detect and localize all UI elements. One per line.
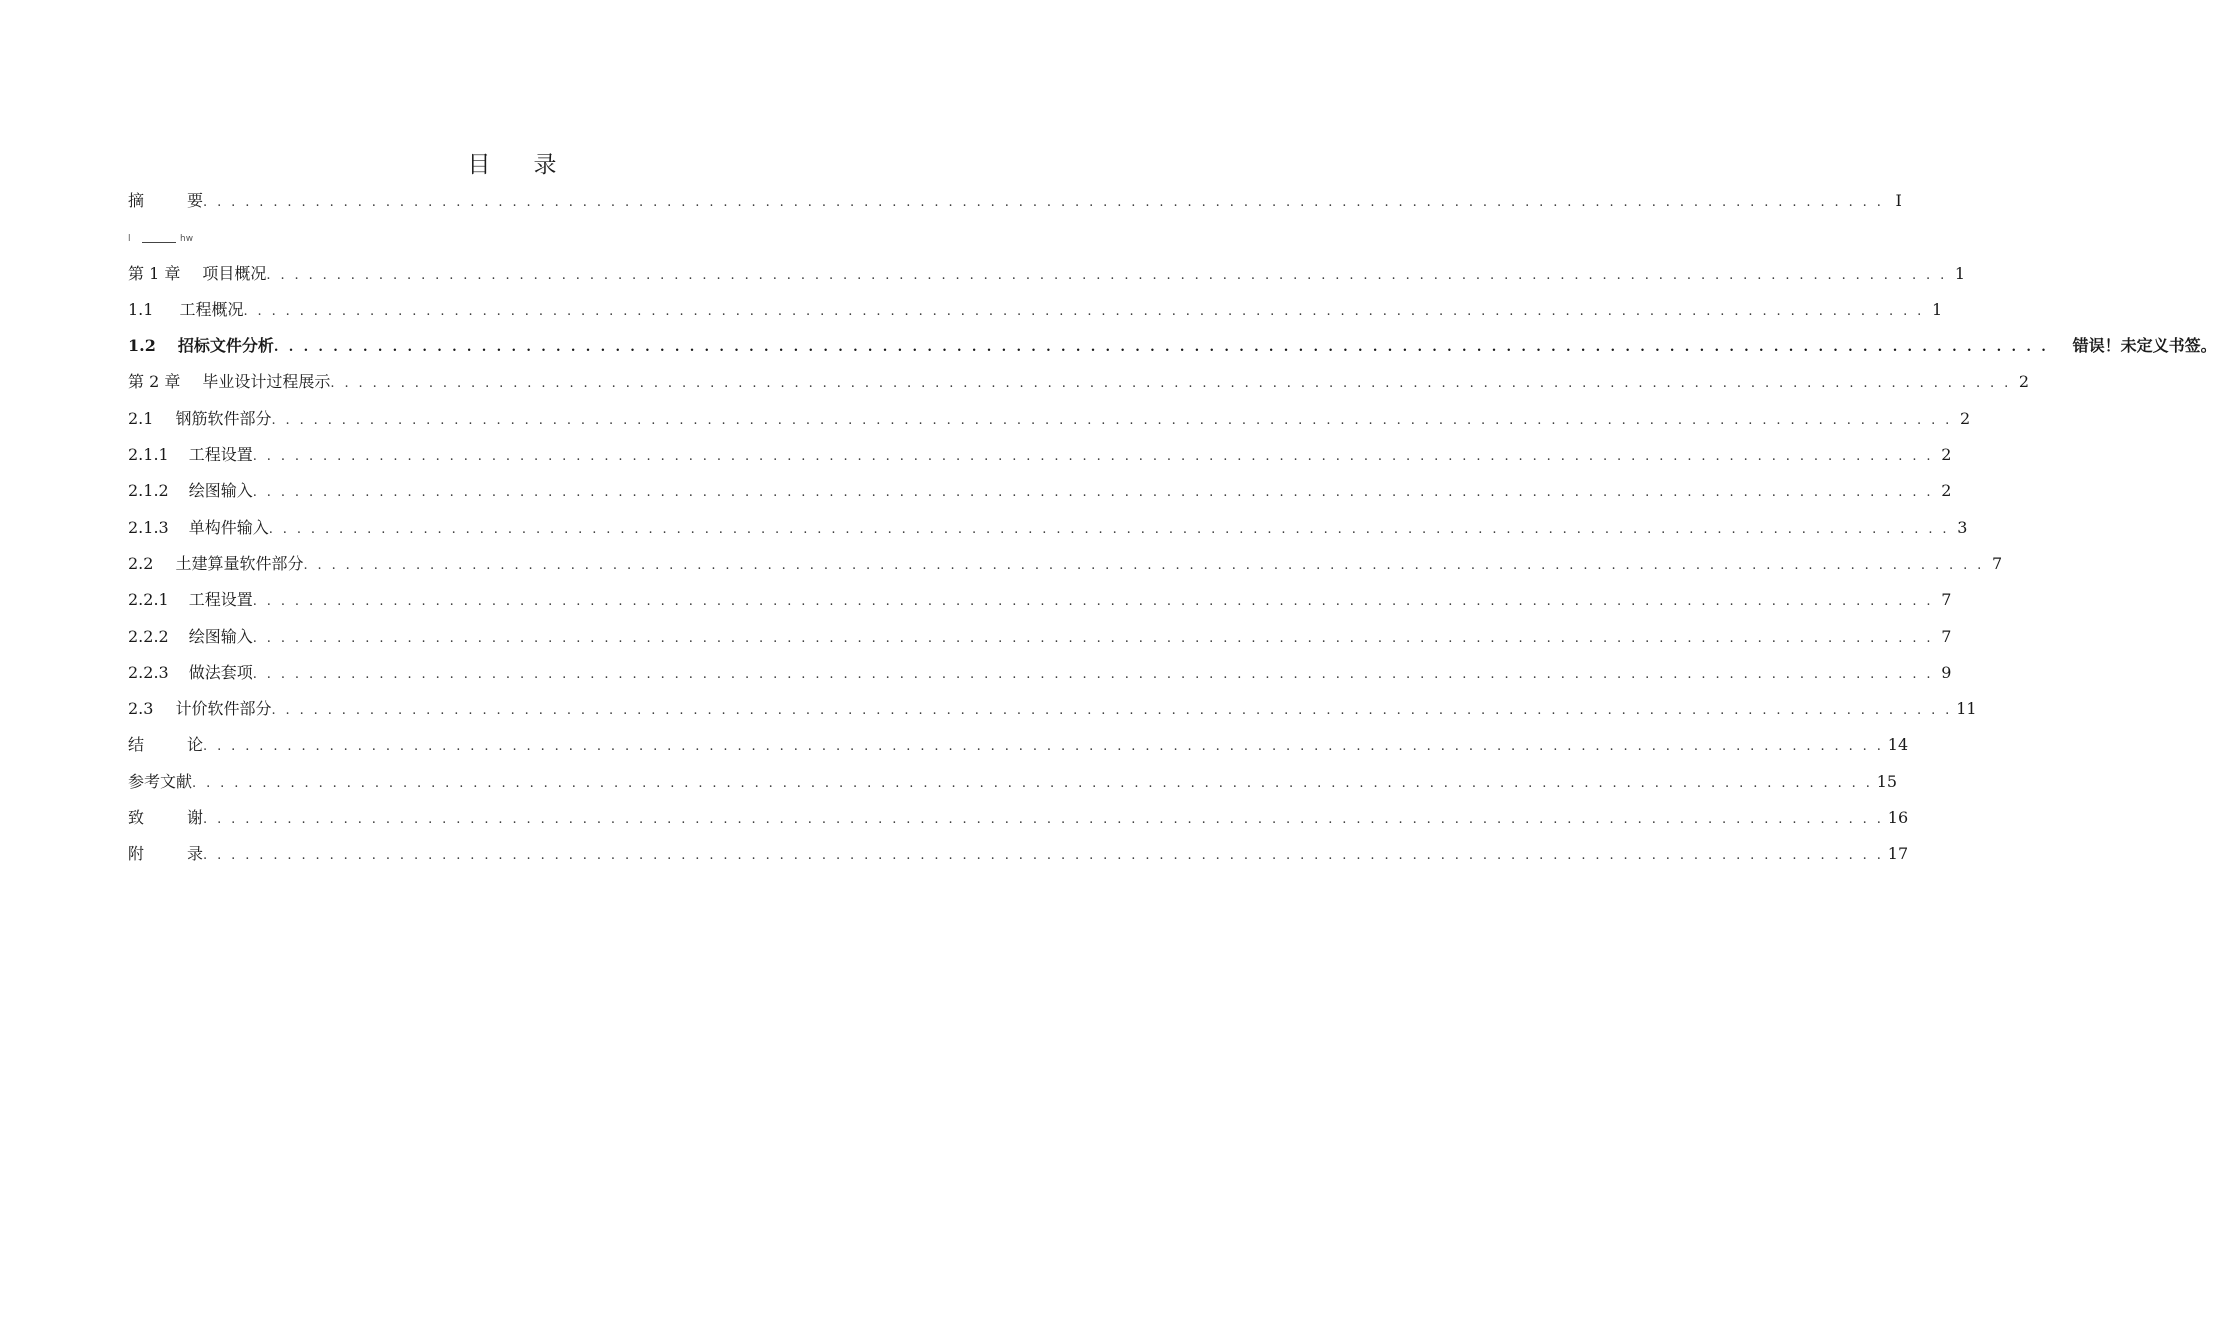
toc-entry[interactable] — [128, 769, 1898, 805]
toc-entry[interactable] — [128, 587, 1952, 623]
toc-entry-title: 计价软件部分 — [175, 699, 272, 719]
toc-entry-title: 钢筋软件部分 — [175, 408, 272, 428]
toc-entry-title: 致 谢 — [128, 808, 204, 828]
toc-entry-number: 2.1.2 — [128, 481, 169, 501]
toc-entry[interactable] — [128, 515, 1968, 551]
toc-entry-page: 2 — [1941, 481, 1952, 501]
dot-leader: . . . . . . . . . . . . . . . . . . . . . . . . . . . . . . . . . . . . . . . . . . . . . . . . . . . . . . . . . . . . . . . . . . . . . . . . . . . . . . . . . . . . . . . . . . . . . . . . . . . . . . . . . . . . . . . . . . . . . . . . — [243, 303, 1925, 319]
toc-entry-title: 参考文献 — [128, 771, 193, 791]
dot-leader: . . . . . . . . . . . . . . . . . . . . . . . . . . . . . . . . . . . . . . . . . . . . . . . . . . . . . . . . . . . . . . . . . . . . . . . . . . . . . . . . . . . . . . . . . . . . . . . . . . . . . . . . . . . . . . . . . . . . . . . . — [252, 630, 1934, 646]
toc-entry-title: 摘 要 — [128, 191, 204, 210]
toc-entry-title: 绘图输入 — [188, 481, 253, 501]
toc-entry-number: 第 1 章 — [128, 263, 181, 283]
toc-entry-title: 土建算量软件部分 — [175, 553, 304, 573]
toc-entry-page: 1 — [1932, 299, 1943, 319]
toc-entry-page: 3 — [1957, 517, 1968, 537]
dot-leader: . . . . . . . . . . . . . . . . . . . . . . . . . . . . . . . . . . . . . . . . . . . . . . . . . . . . . . . . . . . . . . . . . . . . . . . . . . . . . . . . . . . . . . . . . . . . . . . . . . . . . . . . . . . . . . . . . . . . . . . . — [252, 449, 1934, 465]
table-of-contents — [128, 188, 2217, 878]
toc-entry[interactable] — [128, 442, 1952, 478]
toc-entry[interactable] — [128, 805, 1909, 841]
toc-entry[interactable] — [128, 624, 1952, 660]
toc-entry[interactable] — [128, 660, 1952, 696]
toc-entry-number: 1.2 — [128, 336, 156, 356]
toc-entry[interactable] — [128, 696, 1977, 732]
toc-entry-page: 7 — [1992, 553, 2003, 573]
toc-entry-title: 做法套项 — [188, 662, 253, 682]
toc-entry-page: I — [1895, 191, 1902, 210]
dot-leader: . . . . . . . . . . . . . . . . . . . . . . . . . . . . . . . . . . . . . . . . . . . . . . . . . . . . . . . . . . . . . . . . . . . . . . . . . . . . . . . . . . . . . . . . . . . . . . . . . . . . . . . . . . . . . . . . . . . . . . . . — [268, 521, 1950, 537]
toc-entry-page: 1 — [1954, 263, 1966, 283]
dot-leader: . . . . . . . . . . . . . . . . . . . . . . . . . . . . . . . . . . . . . . . . . . . . . . . . . . . . . . . . . . . . . . . . . . . . . . . . . . . . . . . . . . . . . . . . . . . . . . . . . . . . . . . . . . . . . . . . . . . . . . . . — [273, 340, 2049, 356]
toc-entry-page: 错误！未定义书签。 — [2072, 336, 2217, 356]
toc-entry[interactable] — [128, 188, 1902, 224]
toc-entry-page: 7 — [1941, 626, 1952, 646]
toc-entry-number: 2.3 — [128, 699, 154, 719]
toc-entry-page: 2 — [1960, 408, 1971, 428]
dot-leader: . . . . . . . . . . . . . . . . . . . . . . . . . . . . . . . . . . . . . . . . . . . . . . . . . . . . . . . . . . . . . . . . . . . . . . . . . . . . . . . . . . . . . . . . . . . . . . . . . . . . . . . . . . . . . . . . . . . . . . . . — [252, 594, 1934, 610]
toc-entry-title: 项目概况 — [202, 263, 267, 283]
toc-entry-page: 2 — [1941, 445, 1952, 465]
dot-leader: . . . . . . . . . . . . . . . . . . . . . . . . . . . . . . . . . . . . . . . . . . . . . . . . . . . . . . . . . . . . . . . . . . . . . . . . . . . . . . . . . . . . . . . . . . . . . . . . . . . . . . . . . . . . . . . . . . . . . . . . — [203, 195, 1884, 210]
toc-entry-page: 2 — [2018, 372, 2030, 392]
dot-leader: . . . . . . . . . . . . . . . . . . . . . . . . . . . . . . . . . . . . . . . . . . . . . . . . . . . . . . . . . . . . . . . . . . . . . . . . . . . . . . . . . . . . . . . . . . . . . . . . . . . . . . . . . . . . . . . . . . . . . . . . — [303, 557, 1985, 573]
toc-entry[interactable] — [128, 261, 1966, 297]
toc-entry-number: 2.1 — [128, 408, 154, 428]
toc-entry-number: 2.1.3 — [128, 517, 169, 537]
toc-entry-title: 毕业设计过程展示 — [202, 372, 331, 392]
toc-entry-number: 2.1.1 — [128, 445, 169, 465]
dot-leader: . . . . . . . . . . . . . . . . . . . . . . . . . . . . . . . . . . . . . . . . . . . . . . . . . . . . . . . . . . . . . . . . . . . . . . . . . . . . . . . . . . . . . . . . . . . . . . . . . . . . . . . . . . . . . . . . . . . . . . . . — [203, 739, 1884, 755]
toc-entry[interactable] — [128, 333, 2217, 369]
page-title: 目 录 — [467, 152, 567, 178]
toc-entry-number: 2.2.2 — [128, 626, 169, 646]
dot-leader: . . . . . . . . . . . . . . . . . . . . . . . . . . . . . . . . . . . . . . . . . . . . . . . . . . . . . . . . . . . . . . . . . . . . . . . . . . . . . . . . . . . . . . . . . . . . . . . . . . . . . . . . . . . . . . . . . . . . . . . . — [266, 267, 1948, 283]
toc-entry-number: 1.1 — [128, 299, 154, 319]
dot-leader: . . . . . . . . . . . . . . . . . . . . . . . . . . . . . . . . . . . . . . . . . . . . . . . . . . . . . . . . . . . . . . . . . . . . . . . . . . . . . . . . . . . . . . . . . . . . . . . . . . . . . . . . . . . . . . . . . . . . . . . . — [203, 848, 1884, 864]
toc-entry-number: 2.2.1 — [128, 590, 169, 610]
toc-entry-title: 结 论 — [128, 735, 204, 755]
toc-entry-title: 工程设置 — [188, 445, 253, 465]
dot-leader: . . . . . . . . . . . . . . . . . . . . . . . . . . . . . . . . . . . . . . . . . . . . . . . . . . . . . . . . . . . . . . . . . . . . . . . . . . . . . . . . . . . . . . . . . . . . . . . . . . . . . . . . . . . . . . . . . . . . . . . . — [271, 703, 1953, 719]
toc-entry-title: 工程概况 — [179, 299, 244, 319]
toc-entry-title: 单构件输入 — [188, 517, 269, 537]
toc-entry-number: 2.2 — [128, 553, 154, 573]
dot-leader: . . . . . . . . . . . . . . . . . . . . . . . . . . . . . . . . . . . . . . . . . . . . . . . . . . . . . . . . . . . . . . . . . . . . . . . . . . . . . . . . . . . . . . . . . . . . . . . . . . . . . . . . . . . . . . . . . . . . . . . . — [252, 485, 1934, 501]
toc-entry-number: 2.2.3 — [128, 662, 169, 682]
toc-entry[interactable] — [128, 406, 1971, 442]
toc-entry-page: 7 — [1941, 590, 1952, 610]
toc-entry-page: 17 — [1887, 844, 1909, 864]
toc-entry-page: 16 — [1887, 808, 1909, 828]
toc-entry[interactable] — [128, 551, 2003, 587]
toc-entry-number: 第 2 章 — [128, 372, 181, 392]
toc-entry[interactable] — [128, 297, 1943, 333]
dot-leader: . . . . . . . . . . . . . . . . . . . . . . . . . . . . . . . . . . . . . . . . . . . . . . . . . . . . . . . . . . . . . . . . . . . . . . . . . . . . . . . . . . . . . . . . . . . . . . . . . . . . . . . . . . . . . . . . . . . . . . . . — [203, 812, 1884, 828]
toc-entry-page: 11 — [1956, 699, 1977, 719]
toc-entry-page: 14 — [1887, 735, 1909, 755]
toc-entry[interactable] — [128, 369, 2030, 405]
toc-entry[interactable] — [128, 732, 1909, 768]
toc-entry-title: 招标文件分析 — [177, 336, 274, 356]
dot-leader: . . . . . . . . . . . . . . . . . . . . . . . . . . . . . . . . . . . . . . . . . . . . . . . . . . . . . . . . . . . . . . . . . . . . . . . . . . . . . . . . . . . . . . . . . . . . . . . . . . . . . . . . . . . . . . . . . . . . . . . . — [252, 666, 1934, 682]
dot-leader: . . . . . . . . . . . . . . . . . . . . . . . . . . . . . . . . . . . . . . . . . . . . . . . . . . . . . . . . . . . . . . . . . . . . . . . . . . . . . . . . . . . . . . . . . . . . . . . . . . . . . . . . . . . . . . . . . . . . . . . . — [192, 775, 1873, 791]
toc-entry[interactable] — [128, 841, 1909, 877]
toc-entry-title: 附 录 — [128, 844, 204, 864]
toc-entry[interactable] — [128, 478, 1952, 514]
toc-entry-title: 工程设置 — [188, 590, 253, 610]
broken-field-artifact: l hw — [128, 234, 194, 245]
toc-entry-title: 绘图输入 — [188, 626, 253, 646]
dot-leader: . . . . . . . . . . . . . . . . . . . . . . . . . . . . . . . . . . . . . . . . . . . . . . . . . . . . . . . . . . . . . . . . . . . . . . . . . . . . . . . . . . . . . . . . . . . . . . . . . . . . . . . . . . . . . . . . . . . . . . . . — [271, 412, 1953, 428]
dot-leader: . . . . . . . . . . . . . . . . . . . . . . . . . . . . . . . . . . . . . . . . . . . . . . . . . . . . . . . . . . . . . . . . . . . . . . . . . . . . . . . . . . . . . . . . . . . . . . . . . . . . . . . . . . . . . . . . . . . . . . . . — [330, 376, 2012, 392]
toc-entry-page: 9 — [1941, 662, 1952, 682]
toc-entry-page: 15 — [1876, 771, 1898, 791]
